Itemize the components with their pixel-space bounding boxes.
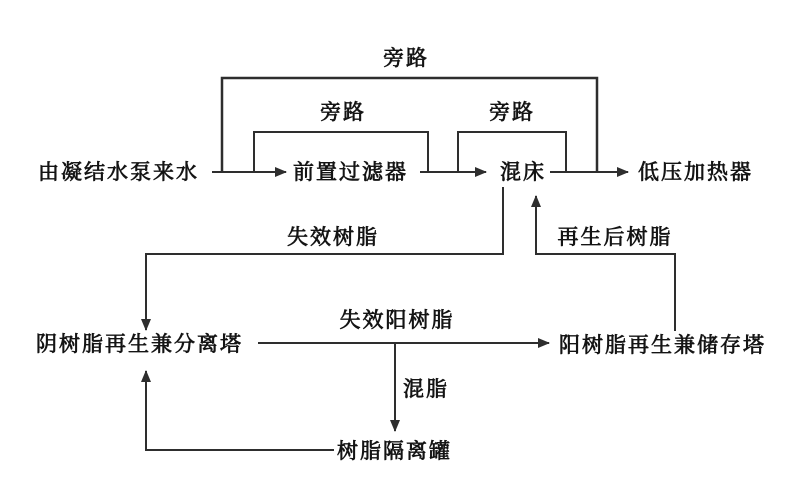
node-prefilter-label: 前置过滤器 [293, 160, 408, 184]
node-anion-tower-label: 阴树脂再生兼分离塔 [36, 332, 243, 356]
node-mixed-bed-label: 混床 [500, 160, 546, 184]
edge-label-regenerated-resin: 再生后树脂 [557, 225, 673, 249]
edge-label-bypass-outer: 旁路 [383, 46, 429, 70]
edge-label-bypass-prefilter: 旁路 [320, 100, 366, 124]
node-lp-heater-label: 低压加热器 [638, 160, 753, 184]
edge-bypass-outer [222, 78, 597, 172]
edge-label-mixed-resin: 混脂 [403, 377, 449, 401]
edge-tank-return [146, 371, 334, 450]
node-cation-tower-label: 阳树脂再生兼储存塔 [559, 333, 766, 357]
node-source-label: 由凝结水泵来水 [38, 160, 199, 184]
edge-label-bypass-mixed-bed: 旁路 [489, 100, 535, 124]
edge-label-spent-resin: 失效树脂 [287, 225, 379, 249]
edge-label-spent-cation-resin: 失效阳树脂 [339, 308, 455, 332]
node-resin-tank-label: 树脂隔离罐 [337, 439, 452, 463]
edge-regenerated-resin [536, 196, 675, 331]
